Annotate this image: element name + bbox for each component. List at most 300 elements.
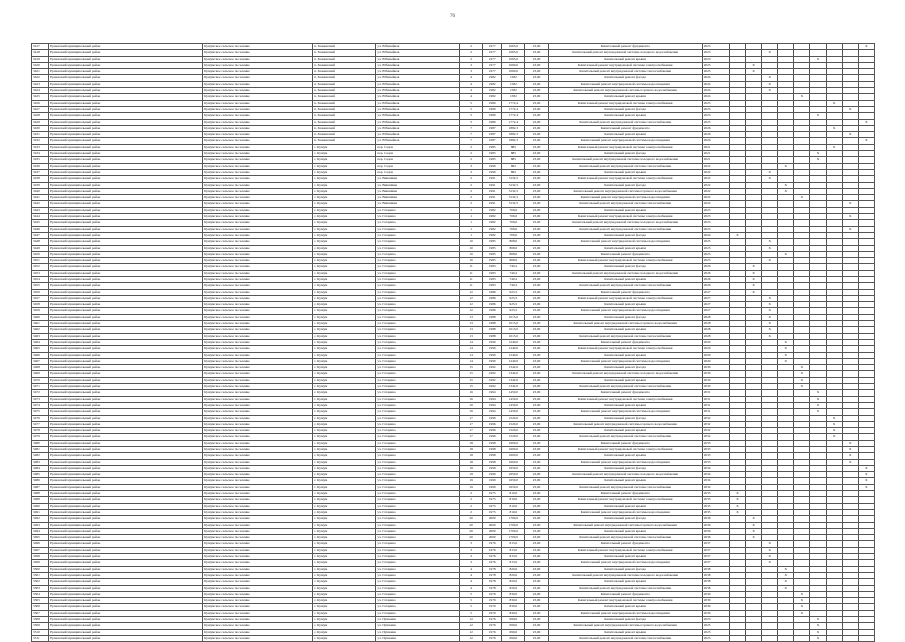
settlement-cell: Кушумское сельское поселение <box>203 333 313 339</box>
locality-cell: с. Кушум <box>312 302 375 308</box>
settlement-cell: Кушумское сельское поселение <box>203 503 313 509</box>
period-cell: 2025 <box>702 106 729 112</box>
street-cell: ул. Юбилейная <box>376 88 460 94</box>
street-cell: ул. Юбилейная <box>376 62 460 68</box>
house-number-cell: 12 <box>460 295 483 301</box>
row-number: 3430 <box>32 125 49 131</box>
mark-cell: X <box>826 421 842 427</box>
house-number-cell: 2 <box>460 503 483 509</box>
area-cell: 1015,0 <box>502 327 525 333</box>
street-cell: ул. Гагарина <box>376 283 460 289</box>
municipality-cell: Ершовский муниципальный район <box>49 195 203 201</box>
locality-cell: с. Кушум <box>312 371 375 377</box>
settlement-cell: Кушумское сельское поселение <box>203 113 313 119</box>
mark-cell <box>746 635 762 641</box>
period-cell: 2025 <box>702 113 729 119</box>
year-cell: 1987 <box>483 138 502 144</box>
street-cell: ул. Гагарина <box>376 333 460 339</box>
settlement-cell: Кушумское сельское поселение <box>203 440 313 446</box>
municipality-cell: Ершовский муниципальный район <box>49 402 203 408</box>
cost-cell: 23,00 <box>525 214 548 220</box>
work-type-cell: Капитальный ремонт фасада <box>548 106 702 112</box>
locality-cell: с. Кушум <box>312 591 375 597</box>
locality-cell: с. Кушум <box>312 289 375 295</box>
row-number: 3425 <box>32 94 49 100</box>
period-cell: 2025 <box>702 629 729 635</box>
row-number: 3466 <box>32 352 49 358</box>
municipality-cell: Ершовский муниципальный район <box>49 491 203 497</box>
mark-cell: X <box>762 554 778 560</box>
year-cell: 2000 <box>483 535 502 541</box>
street-cell: ул. Гагарина <box>376 409 460 415</box>
street-cell: пер. Садов <box>376 169 460 175</box>
year-cell: 1977 <box>483 69 502 75</box>
work-type-cell: Капитальный ремонт внутридомовой системы теплоснабжения <box>548 384 702 390</box>
cost-cell: 23,00 <box>525 453 548 459</box>
municipality-cell: Ершовский муниципальный район <box>49 302 203 308</box>
year-cell: 1999 <box>483 478 502 484</box>
municipality-cell: Ершовский муниципальный район <box>49 541 203 547</box>
municipality-cell: Ершовский муниципальный район <box>49 617 203 623</box>
year-cell: 1980 <box>483 100 502 106</box>
locality-cell: с. Кушум <box>312 566 375 572</box>
row-number: 3493 <box>32 522 49 528</box>
period-cell: 2028 <box>702 314 729 320</box>
street-cell: ул. Юбилейная <box>376 44 460 50</box>
row-number: 3488 <box>32 491 49 497</box>
house-number-cell: 3 <box>460 547 483 553</box>
cost-cell: 23,00 <box>525 491 548 497</box>
locality-cell: п. Знаменский <box>312 132 375 138</box>
mark-cell: X <box>858 465 874 471</box>
work-type-cell: Капитальный ремонт внутридомовой системы водоотведения <box>548 81 702 87</box>
row-number: 3492 <box>32 516 49 522</box>
cost-cell: 23,00 <box>525 239 548 245</box>
mark-cell: X <box>842 226 858 232</box>
period-cell: 2024 <box>702 88 729 94</box>
cost-cell: 23,00 <box>525 56 548 62</box>
mark-cell: X <box>810 617 826 623</box>
cost-cell: 23,00 <box>525 176 548 182</box>
work-type-cell: Капитальный ремонт крыши <box>548 629 702 635</box>
settlement-cell: Кушумское сельское поселение <box>203 547 313 553</box>
cost-cell: 23,00 <box>525 522 548 528</box>
settlement-cell: Кушумское сельское поселение <box>203 459 313 465</box>
settlement-cell: Кушумское сельское поселение <box>203 69 313 75</box>
street-cell: ул. Гагарина <box>376 339 460 345</box>
year-cell: 1979 <box>483 598 502 604</box>
area-cell: 1882,3 <box>502 132 525 138</box>
locality-cell: с. Кушум <box>312 308 375 314</box>
house-number-cell: 2 <box>460 44 483 50</box>
work-type-cell: Капитальный ремонт фасада <box>548 264 702 270</box>
mark-cell: X <box>842 132 858 138</box>
year-cell: 1998 <box>483 459 502 465</box>
mark-cell: X <box>762 302 778 308</box>
year-cell: 1979 <box>483 604 502 610</box>
area-cell: 699,0 <box>502 617 525 623</box>
house-number-cell: 2 <box>460 509 483 515</box>
area-cell: 810,0 <box>502 497 525 503</box>
row-number: 3446 <box>32 226 49 232</box>
street-cell: ул. Гагарина <box>376 251 460 257</box>
cost-cell: 23,00 <box>525 547 548 553</box>
street-cell: ул. Гагарина <box>376 421 460 427</box>
period-cell: 2035 <box>702 491 729 497</box>
locality-cell: с. Кушум <box>312 264 375 270</box>
mark-cell: X <box>842 453 858 459</box>
mark-cell: X <box>826 125 842 131</box>
street-cell: ул. Гагарина <box>376 346 460 352</box>
work-type-cell: Капитальный ремонт внутридомовой системы холодного водоснабжения <box>548 371 702 377</box>
house-number-cell: 12 <box>460 623 483 629</box>
work-type-cell: Капитальный ремонт внутридомовой системы теплоснабжения <box>548 333 702 339</box>
settlement-cell: Кушумское сельское поселение <box>203 352 313 358</box>
row-number: 3473 <box>32 396 49 402</box>
street-cell: пер. Садов <box>376 151 460 157</box>
cost-cell: 23,00 <box>525 308 548 314</box>
mark-cell: X <box>762 176 778 182</box>
work-type-cell: Капитальный ремонт крыши <box>548 94 702 100</box>
year-cell: 1986 <box>483 289 502 295</box>
locality-cell: с. Кушум <box>312 295 375 301</box>
year-cell: 1986 <box>483 295 502 301</box>
year-cell: 1982 <box>483 214 502 220</box>
street-cell: ул. Гагарина <box>376 327 460 333</box>
area-cell: 1065,0 <box>502 44 525 50</box>
municipality-cell: Ершовский муниципальный район <box>49 428 203 434</box>
year-cell: 1986 <box>483 308 502 314</box>
row-number: 3510 <box>32 629 49 635</box>
cost-cell: 23,00 <box>525 50 548 56</box>
row-number: 3431 <box>32 132 49 138</box>
municipality-cell: Ершовский муниципальный район <box>49 151 203 157</box>
street-cell: ул. Гагарина <box>376 390 460 396</box>
row-number: 3481 <box>32 447 49 453</box>
settlement-cell: Кушумское сельское поселение <box>203 472 313 478</box>
municipality-cell: Ершовский муниципальный район <box>49 283 203 289</box>
year-cell: 1994 <box>483 390 502 396</box>
row-number: 3418 <box>32 50 49 56</box>
period-cell: 2035 <box>702 497 729 503</box>
locality-cell: с. Кушум <box>312 176 375 182</box>
house-number-cell: 3 <box>460 560 483 566</box>
street-cell: ул. Гагарина <box>376 528 460 534</box>
settlement-cell: Кушумское сельское поселение <box>203 176 313 182</box>
cost-cell: 23,00 <box>525 321 548 327</box>
settlement-cell: Кушумское сельское поселение <box>203 629 313 635</box>
row-number: 3497 <box>32 547 49 553</box>
row-number: 3455 <box>32 283 49 289</box>
mark-cell: X <box>794 598 810 604</box>
cost-cell: 23,00 <box>525 610 548 616</box>
row-number: 3423 <box>32 81 49 87</box>
year-cell: 1994 <box>483 396 502 402</box>
row-number: 3478 <box>32 428 49 434</box>
area-cell: 885 <box>502 157 525 163</box>
house-number-cell: 11 <box>460 276 483 282</box>
municipality-cell: Ершовский муниципальный район <box>49 572 203 578</box>
locality-cell: п. Знаменский <box>312 81 375 87</box>
locality-cell: п. Знаменский <box>312 106 375 112</box>
house-number-cell: 1 <box>460 232 483 238</box>
cost-cell: 23,00 <box>525 390 548 396</box>
year-cell: 1978 <box>483 579 502 585</box>
row-number: 3504 <box>32 591 49 597</box>
cost-cell: 23,00 <box>525 100 548 106</box>
settlement-cell: Кушумское сельское поселение <box>203 390 313 396</box>
municipality-cell: Ершовский муниципальный район <box>49 94 203 100</box>
street-cell: ул. Гагарина <box>376 245 460 251</box>
cost-cell: 23,00 <box>525 276 548 282</box>
locality-cell: с. Кушум <box>312 503 375 509</box>
house-number-cell: 7 <box>460 138 483 144</box>
mark-cell <box>842 635 858 641</box>
house-number-cell: 4 <box>460 81 483 87</box>
municipality-cell: Ершовский муниципальный район <box>49 635 203 641</box>
street-cell: пер. Садов <box>376 163 460 169</box>
cost-cell: 23,00 <box>525 478 548 484</box>
settlement-cell: Кушумское сельское поселение <box>203 94 313 100</box>
settlement-cell: Кушумское сельское поселение <box>203 522 313 528</box>
period-cell: 2038 <box>702 585 729 591</box>
area-cell: 868,0 <box>502 258 525 264</box>
year-cell: 1996 <box>483 421 502 427</box>
year-cell: 1987 <box>483 132 502 138</box>
municipality-cell: Ершовский муниципальный район <box>49 226 203 232</box>
period-cell: 2034 <box>702 472 729 478</box>
locality-cell: п. Знаменский <box>312 44 375 50</box>
settlement-cell: Кушумское сельское поселение <box>203 497 313 503</box>
settlement-cell: Кушумское сельское поселение <box>203 163 313 169</box>
municipality-cell: Ершовский муниципальный район <box>49 509 203 515</box>
work-type-cell: Капитальный ремонт фасада <box>548 232 702 238</box>
cost-cell: 23,00 <box>525 195 548 201</box>
work-type-cell: Капитальный ремонт внутридомовой системы теплоснабжения <box>548 283 702 289</box>
area-cell: 1520,0 <box>502 421 525 427</box>
work-type-cell: Капитальный ремонт фундамента <box>548 339 702 345</box>
cost-cell: 23,00 <box>525 472 548 478</box>
mark-cell <box>729 635 745 641</box>
locality-cell: с. Кушум <box>312 415 375 421</box>
register-sheet <box>31 43 875 642</box>
row-number: 3441 <box>32 195 49 201</box>
mark-cell: X <box>826 100 842 106</box>
settlement-cell: Кушумское сельское поселение <box>203 617 313 623</box>
municipality-cell: Ершовский муниципальный район <box>49 50 203 56</box>
cost-cell: 23,00 <box>525 509 548 515</box>
mark-cell <box>858 635 874 641</box>
settlement-cell: Кушумское сельское поселение <box>203 81 313 87</box>
mark-cell: X <box>794 384 810 390</box>
area-cell: 1582 <box>502 94 525 100</box>
mark-cell: X <box>810 635 826 641</box>
municipality-cell: Ершовский муниципальный район <box>49 308 203 314</box>
settlement-cell: Кушумское сельское поселение <box>203 119 313 125</box>
settlement-cell: Кушумское сельское поселение <box>203 289 313 295</box>
year-cell: 1976 <box>483 554 502 560</box>
locality-cell: с. Кушум <box>312 333 375 339</box>
locality-cell: с. Кушум <box>312 358 375 364</box>
mark-cell: X <box>778 182 794 188</box>
cost-cell: 23,00 <box>525 554 548 560</box>
period-cell: 2025 <box>702 245 729 251</box>
period-cell: 2024 <box>702 75 729 81</box>
street-cell: ул. Юбилейная <box>376 94 460 100</box>
mark-cell: X <box>762 541 778 547</box>
municipality-cell: Ершовский муниципальный район <box>49 207 203 213</box>
house-number-cell: 11 <box>460 270 483 276</box>
locality-cell: п. Знаменский <box>312 50 375 56</box>
settlement-cell: Кушумское сельское поселение <box>203 535 313 541</box>
row-number: 3472 <box>32 390 49 396</box>
row-number: 3496 <box>32 541 49 547</box>
year-cell: 1980 <box>483 113 502 119</box>
work-type-cell: Капитальный ремонт внутридомовой системы теплоснабжения <box>548 201 702 207</box>
street-cell: ул. Гагарина <box>376 579 460 585</box>
locality-cell: с. Кушум <box>312 478 375 484</box>
work-type-cell: Капитальный ремонт внутридомовой системы теплоснабжения <box>548 69 702 75</box>
house-number-cell: 1 <box>460 220 483 226</box>
period-cell: 2026 <box>702 264 729 270</box>
cost-cell: 23,00 <box>525 201 548 207</box>
area-cell: 868,0 <box>502 239 525 245</box>
house-number-cell: 15 <box>460 377 483 383</box>
work-type-cell: Капитальный ремонт крыши <box>548 579 702 585</box>
period-cell: 2037 <box>702 554 729 560</box>
street-cell: ул. Юбилейная <box>376 50 460 56</box>
locality-cell: с. Кушум <box>312 522 375 528</box>
row-number: 3465 <box>32 346 49 352</box>
area-cell: 1240,0 <box>502 358 525 364</box>
period-cell: 2033 <box>702 453 729 459</box>
municipality-cell: Ершовский муниципальный район <box>49 560 203 566</box>
street-cell: ул. Гагарина <box>376 358 460 364</box>
house-number-cell: 17 <box>460 421 483 427</box>
locality-cell: с. Кушум <box>312 604 375 610</box>
locality-cell: с. Кушум <box>312 157 375 163</box>
year-cell: 1999 <box>483 484 502 490</box>
locality-cell: с. Кушум <box>312 459 375 465</box>
period-cell: 2027 <box>702 295 729 301</box>
street-cell: ул. Вишнёвая <box>376 201 460 207</box>
street-cell: ул. Гагарина <box>376 610 460 616</box>
area-cell: 1450,0 <box>502 390 525 396</box>
locality-cell: с. Кушум <box>312 516 375 522</box>
work-type-cell: Капитальный ремонт крыши <box>548 276 702 282</box>
year-cell: 1985 <box>483 258 502 264</box>
street-cell: ул. Гагарина <box>376 478 460 484</box>
house-number-cell: 13 <box>460 321 483 327</box>
work-type-cell: Капитальный ремонт крыши <box>548 327 702 333</box>
area-cell: 1450,0 <box>502 396 525 402</box>
street-cell: ул. Гагарина <box>376 503 460 509</box>
period-cell: 2033 <box>702 459 729 465</box>
year-cell: 1985 <box>483 157 502 163</box>
period-cell: 2022 <box>702 163 729 169</box>
street-cell: пер. Садов <box>376 157 460 163</box>
house-number-cell: 2 <box>460 188 483 194</box>
work-type-cell: Капитальный ремонт внутридомовой системы холодного водоснабжения <box>548 572 702 578</box>
row-number: 3427 <box>32 106 49 112</box>
municipality-cell: Ершовский муниципальный район <box>49 276 203 282</box>
row-number: 3460 <box>32 314 49 320</box>
house-number-cell: 2 <box>460 56 483 62</box>
locality-cell: с. Кушум <box>312 428 375 434</box>
year-cell: 1982 <box>483 220 502 226</box>
period-cell: 2034 <box>702 478 729 484</box>
period-cell: 2030 <box>702 371 729 377</box>
settlement-cell: Кушумское сельское поселение <box>203 56 313 62</box>
year-cell: 1976 <box>483 547 502 553</box>
house-number-cell: 14 <box>460 346 483 352</box>
row-number: 3499 <box>32 560 49 566</box>
period-cell: 2028 <box>702 327 729 333</box>
period-cell: 2032 <box>702 434 729 440</box>
mark-cell: X <box>729 503 745 509</box>
municipality-cell: Ершовский муниципальный район <box>49 264 203 270</box>
year-cell: 1988 <box>483 333 502 339</box>
municipality-cell: Ершовский муниципальный район <box>49 339 203 345</box>
work-type-cell: Капитальный ремонт внутридомовой системы водоотведения <box>548 138 702 144</box>
mark-cell: X <box>842 201 858 207</box>
period-cell: 2032 <box>702 428 729 434</box>
municipality-cell: Ершовский муниципальный район <box>49 125 203 131</box>
work-type-cell: Капитальный ремонт внутридомовой системы теплоснабжения <box>548 226 702 232</box>
cost-cell: 23,00 <box>525 516 548 522</box>
row-number: 3480 <box>32 440 49 446</box>
cost-cell: 23,00 <box>525 591 548 597</box>
municipality-cell: Ершовский муниципальный район <box>49 459 203 465</box>
work-type-cell: Капитальный ремонт внутридомовой системы электроснабжения <box>548 346 702 352</box>
area-cell: 1342,0 <box>502 371 525 377</box>
cost-cell: 23,00 <box>525 245 548 251</box>
street-cell: ул. Гагарина <box>376 295 460 301</box>
street-cell: ул. Гагарина <box>376 321 460 327</box>
area-cell: 810,0 <box>502 491 525 497</box>
house-number-cell: 1 <box>460 226 483 232</box>
mark-cell: X <box>778 579 794 585</box>
period-cell: 2034 <box>702 465 729 471</box>
house-number-cell: 2 <box>460 151 483 157</box>
mark-cell: X <box>778 358 794 364</box>
mark-cell: X <box>762 239 778 245</box>
year-cell: 1991 <box>483 195 502 201</box>
locality-cell: с. Кушум <box>312 314 375 320</box>
area-cell: 820,0 <box>502 572 525 578</box>
register-table-body <box>32 44 875 642</box>
period-cell: 2035 <box>702 503 729 509</box>
settlement-cell: Кушумское сельское поселение <box>203 585 313 591</box>
house-number-cell: 4 <box>460 579 483 585</box>
area-cell: 1772,4 <box>502 113 525 119</box>
locality-cell: с. Кушум <box>312 421 375 427</box>
area-cell: 868,0 <box>502 251 525 257</box>
settlement-cell: Кушумское сельское поселение <box>203 604 313 610</box>
year-cell: 1977 <box>483 56 502 62</box>
period-cell: 2036 <box>702 528 729 534</box>
mark-cell: X <box>762 50 778 56</box>
area-cell: 706,0 <box>502 207 525 213</box>
cost-cell: 23,00 <box>525 541 548 547</box>
house-number-cell: 5 <box>460 598 483 604</box>
mark-cell: X <box>858 44 874 50</box>
period-cell: 2028 <box>702 333 729 339</box>
row-number: 3482 <box>32 453 49 459</box>
settlement-cell: Кушумское сельское поселение <box>203 377 313 383</box>
house-number-cell: 15 <box>460 365 483 371</box>
period-cell: 2031 <box>702 402 729 408</box>
